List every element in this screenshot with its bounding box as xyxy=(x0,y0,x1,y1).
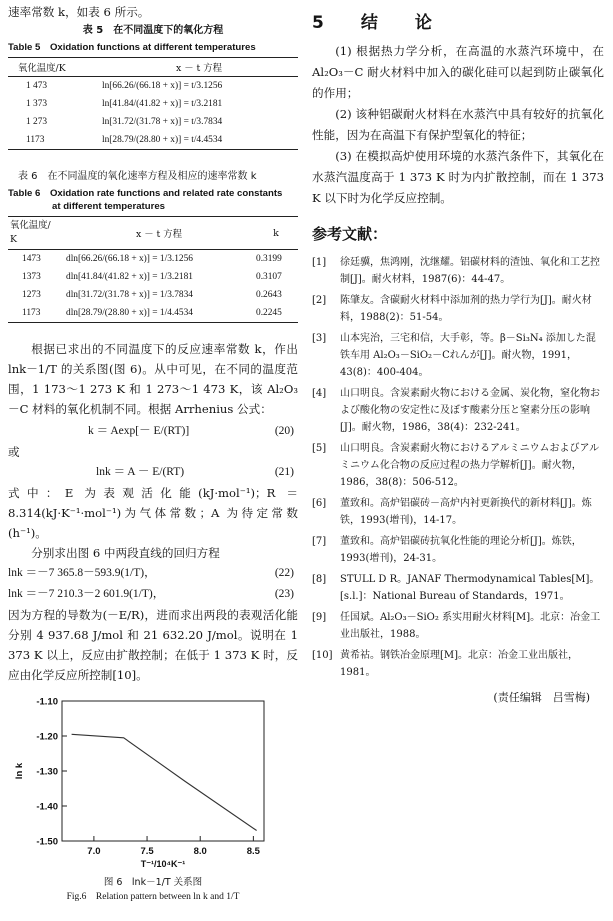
y-tick-label: -1.30 xyxy=(36,766,58,778)
right-column xyxy=(312,0,604,705)
equation-23-body: lnk ＝－7 210.3－2 601.9(1/T)， xyxy=(8,588,165,600)
reference-item xyxy=(312,647,604,681)
reference-text: 任国斌。Al₂O₃－SiO₂ 系实用耐火材料[M]。北京：冶金工业出版社，1988。 xyxy=(340,612,601,640)
y-axis-label: ln k xyxy=(14,762,25,780)
table6-cell: dln[28.79/(28.80 + x)] = 1/4.4534 xyxy=(64,304,254,323)
table6-cell: 1473 xyxy=(22,254,41,264)
x-tick-label: 7.0 xyxy=(87,846,101,857)
x-tick-label: 8.5 xyxy=(246,846,260,857)
responsible-editor: (责任编辑 吕雪梅) xyxy=(493,691,590,704)
table6-header-temp: 氧化温度/ K xyxy=(8,217,64,250)
para-activation-energy: 因为方程的导数为(－E/R)，进而求出两段的表观活化能分别 4 937.68 J/mol 和 21 632.20 J/mol。说明在 1 373 K 以上，反应由扩散控制；在低于 1 373 K 时，反应由化学反应所控制[10]。 xyxy=(8,608,298,682)
table-row xyxy=(8,77,298,96)
table6-caption-en-2: at different temperatures xyxy=(52,201,166,212)
series-line xyxy=(72,734,257,830)
y-tick-label: -1.40 xyxy=(36,801,58,813)
y-tick-label: -1.20 xyxy=(36,731,58,743)
table6 xyxy=(8,216,298,323)
reference-text: 黄希祜。钢铁冶金原理[M]。北京：冶金工业出版社，1981。 xyxy=(340,650,579,678)
reference-number: [1] xyxy=(312,257,327,268)
table-row xyxy=(8,95,298,113)
equation-21-number: (21) xyxy=(274,466,294,478)
reference-item xyxy=(312,254,604,288)
conclusion-item: (3) 在模拟高炉使用环境的水蒸汽条件下，其氧化在水蒸汽温度高于 1 373 K 时为内扩散控制，而在 1 373 K 以下时为化学反应控制。 xyxy=(312,149,604,205)
reference-text: 董致和。高炉铝碳砖抗氧化性能的理论分析[J]。炼铁，1993(增刊)，24-31。 xyxy=(340,536,582,564)
or-text: 或 xyxy=(8,445,20,459)
reference-item xyxy=(312,330,604,381)
table5-cell: ln[41.84/(41.82 + x)] = t/3.2181 xyxy=(102,99,223,109)
equation-23-number: (23) xyxy=(274,588,294,600)
table6-header-k: k xyxy=(254,217,298,250)
table6-cell: 0.2643 xyxy=(256,290,282,300)
table-row xyxy=(8,268,298,286)
table6-cell: dln[41.84/(41.82 + x)] = 1/3.2181 xyxy=(66,272,193,282)
reference-text: STULL D R。JANAF Thermodynamical Tables[M]。[s.l.]：National Bureau of Standards，1971。 xyxy=(340,574,600,602)
x-tick-label: 8.0 xyxy=(193,846,207,857)
table6-header-eq: x － t 方程 xyxy=(64,217,254,250)
reference-item xyxy=(312,385,604,436)
table5-cell: 1 473 xyxy=(26,81,48,91)
reference-item xyxy=(312,495,604,529)
table6-cell: dln[31.72/(31.78 + x)] = 1/3.7834 xyxy=(66,290,193,300)
table6-caption-en-1: Table 6 Oxidation rate functions and related rate constants xyxy=(8,188,283,199)
table6-cell: 0.2245 xyxy=(254,304,298,323)
equation-20-number: (20) xyxy=(274,425,294,437)
reference-text: 山口明良。含炭素耐火物におけるアルミニウムおよびアルミニウム化合物の反应过程の热力学解析[J]。耐火物，1986，38(8)：506-512。 xyxy=(340,443,600,488)
reference-text: 山口明良。含炭素耐火物における金属、炭化物，窒化物および酸化物の安定性に及ぼす酸素分压と窒素分压の影响[J]。耐火物，1986，38(4)：232-241。 xyxy=(340,388,600,433)
figure-caption-en: Fig.6 Relation pattern between ln k and 1/T xyxy=(66,892,240,902)
conclusion-item: (2) 该种铝碳耐火材料在水蒸汽中具有较好的抗氧化性能，因为在高温下有保护型氧化的特征； xyxy=(312,107,604,142)
table5-cell: ln[28.79/(28.80 + x)] = t/4.4534 xyxy=(100,131,298,150)
references-title: 参考文献： xyxy=(312,225,388,243)
para-symbols: 式中：E 为表观活化能(kJ·mol⁻¹)；R ＝ 8.314(kJ·K⁻¹·mol⁻¹)为气体常数；A 为待定常数(h⁻¹)。 xyxy=(8,486,298,540)
para-arrhenius-intro: 根据已求出的不同温度下的反应速率常数 k，作出 lnk－1/T 的关系图(图 6)。从中可见，在不同的温度范围，1 173～1 273 K 和 1 273～1 473 K，该 Al₂O₃－C 材料的氧化机制不同。根据 Arrhenius 公式： xyxy=(8,342,298,416)
equation-22-number: (22) xyxy=(274,567,294,579)
y-tick-label: -1.10 xyxy=(36,696,58,708)
x-axis-label: T⁻¹/10⁴K⁻¹ xyxy=(140,859,186,869)
reference-item xyxy=(312,609,604,643)
reference-number: [10] xyxy=(312,650,333,661)
reference-item xyxy=(312,571,604,605)
table-row xyxy=(8,113,298,131)
equation-21-body: lnk ＝ A － E/(RT) xyxy=(96,466,185,478)
conclusion-item: (1) 根据热力学分析，在高温的水蒸汽环境中，在 Al₂O₃－C 耐火材料中加入的碳化硅可以起到防止碳氧化的作用； xyxy=(312,44,604,100)
table5-header-temp: 氧化温度/K xyxy=(8,58,100,77)
table-row xyxy=(8,131,298,150)
reference-number: [9] xyxy=(312,612,327,623)
table6-caption-cn: 表 6 在不同温度的氧化速率方程及相应的速率常数 k xyxy=(18,171,257,182)
reference-number: [8] xyxy=(312,574,327,585)
y-tick-label: -1.50 xyxy=(36,836,58,848)
equation-22-body: lnk ＝－7 365.8－593.9(1/T)， xyxy=(8,567,156,579)
table6-cell: 1373 xyxy=(22,272,41,282)
reference-item xyxy=(312,292,604,326)
table6-block xyxy=(8,170,298,323)
reference-text: 山本宪治，三宅和信，大手彰，等。β－Si₃N₄ 添加した混铁车用 Al₂O₃－SiO₂－Cれんが[J]。耐火物，1991，43(8)：400-404。 xyxy=(340,333,596,378)
para-regression-intro: 分别求出图 6 中两段直线的回归方程 xyxy=(31,546,220,560)
table5-caption-cn: 表 5 在不同温度下的氧化方程 xyxy=(82,25,224,36)
equation-23 xyxy=(8,584,298,605)
reference-item xyxy=(312,533,604,567)
x-tick-label: 7.5 xyxy=(140,846,154,857)
equation-20 xyxy=(8,421,298,442)
reference-text: 徐廷骥，焦鸿刚，沈继耀。铝碳材料的渣蚀、氧化和工艺控制[J]。耐火材料，1987(6)：44-47。 xyxy=(340,257,600,285)
conclusion-list xyxy=(312,41,604,209)
table6-cell: 1273 xyxy=(22,290,41,300)
table6-cell: dln[66.26/(66.18 + x)] = 1/3.1256 xyxy=(66,254,193,264)
table5-cell: 1 373 xyxy=(26,99,48,109)
equation-22 xyxy=(8,563,298,584)
reference-number: [4] xyxy=(312,388,327,399)
reference-number: [2] xyxy=(312,295,327,306)
reference-list xyxy=(312,254,604,681)
table-row xyxy=(8,304,298,323)
lnk-vs-invT-chart xyxy=(8,691,288,871)
table5-cell: 1173 xyxy=(8,131,100,150)
table5-cell: ln[66.26/(66.18 + x)] = t/3.1256 xyxy=(102,81,223,91)
reference-text: 陈肇友。含碳耐火材料中添加剂的热力学行为[J]。耐火材料，1988(2)：51-54。 xyxy=(340,295,592,323)
intro-line: 速率常数 k，如表 6 所示。 xyxy=(8,5,150,19)
table5-caption-en: Table 5 Oxidation functions at different temperatures xyxy=(8,42,256,53)
reference-text: 董致和。高炉铝碳砖－高炉内衬更新换代的新材料[J]。炼铁，1993(增刊)，14-17。 xyxy=(340,498,592,526)
reference-number: [6] xyxy=(312,498,327,509)
reference-number: [5] xyxy=(312,443,327,454)
table5-cell: 1 273 xyxy=(26,117,48,127)
equation-21 xyxy=(8,462,298,483)
table5-header-eq: x － t 方程 xyxy=(100,58,298,77)
table6-cell: 0.3199 xyxy=(256,254,282,264)
figure-6 xyxy=(8,691,298,902)
table5 xyxy=(8,57,298,150)
reference-item xyxy=(312,440,604,491)
table6-cell: 0.3107 xyxy=(256,272,282,282)
table6-cell: 1173 xyxy=(8,304,64,323)
equation-20-body: k ＝ Aexp[－ E/(RT)] xyxy=(88,425,190,437)
table5-block xyxy=(8,24,298,150)
figure-caption-cn: 图 6 lnk－1/T 关系图 xyxy=(103,877,203,888)
table5-cell: ln[31.72/(31.78 + x)] = t/3.7834 xyxy=(102,117,223,127)
table-row xyxy=(8,286,298,304)
reference-number: [7] xyxy=(312,536,327,547)
plot-frame xyxy=(62,701,264,841)
section-title-conclusion: 5 结 论 xyxy=(312,13,442,33)
left-column xyxy=(8,0,298,902)
table-row xyxy=(8,250,298,269)
reference-number: [3] xyxy=(312,333,327,344)
